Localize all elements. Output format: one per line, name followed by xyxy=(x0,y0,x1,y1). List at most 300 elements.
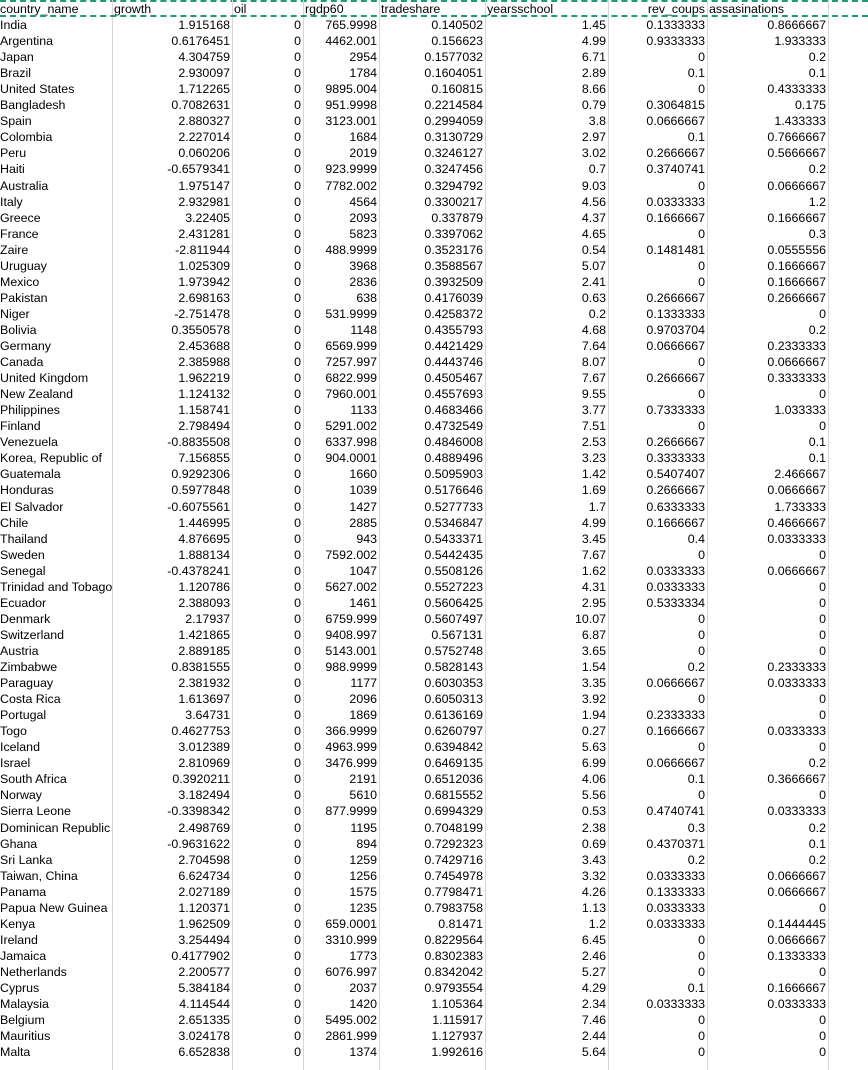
cell-growth[interactable]: 0.8381555 xyxy=(171,660,230,674)
cell-rev-coups[interactable]: 0.1 xyxy=(687,130,705,145)
cell-rgdp60[interactable]: 6759.999 xyxy=(325,611,377,626)
cell-assasinations[interactable]: 0 xyxy=(819,627,826,642)
cell-yearsschool[interactable]: 7.51 xyxy=(581,419,606,434)
cell-rev-coups[interactable]: 0.4 xyxy=(687,531,705,546)
cell-country-name[interactable]: Papua New Guinea xyxy=(0,900,108,915)
cell-growth[interactable]: 0.4627753 xyxy=(171,724,230,739)
cell-country-name[interactable]: Zimbabwe xyxy=(0,660,58,674)
cell-growth[interactable]: 2.798494 xyxy=(178,419,230,434)
cell-assasinations[interactable]: 0 xyxy=(819,964,826,979)
cell-growth[interactable]: 0.3920211 xyxy=(172,772,230,787)
cell-rev-coups[interactable]: 0.2666667 xyxy=(646,146,705,161)
cell-rgdp60[interactable]: 943 xyxy=(356,531,377,546)
cell-assasinations[interactable]: 0 xyxy=(819,1013,826,1028)
cell-country-name[interactable]: Denmark xyxy=(0,611,51,626)
cell-rev-coups[interactable]: 0.1 xyxy=(687,772,705,787)
cell-tradeshare[interactable]: 0.4732549 xyxy=(424,419,483,434)
cell-assasinations[interactable]: 0 xyxy=(819,1029,826,1044)
cell-rgdp60[interactable]: 1133 xyxy=(350,403,377,418)
cell-rgdp60[interactable]: 531.9999 xyxy=(325,306,377,321)
cell-oil[interactable]: 0 xyxy=(294,916,301,931)
cell-yearsschool[interactable]: 0.69 xyxy=(581,836,606,851)
cell-oil[interactable]: 0 xyxy=(294,788,301,803)
cell-rgdp60[interactable]: 6337.998 xyxy=(325,435,377,450)
cell-country-name[interactable]: Paraguay xyxy=(0,676,54,691)
cell-growth[interactable]: 1.712265 xyxy=(178,82,230,97)
cell-assasinations[interactable]: 0.5666667 xyxy=(767,146,826,161)
cell-rev-coups[interactable]: 0.3 xyxy=(687,820,705,835)
cell-assasinations[interactable]: 1.733333 xyxy=(774,499,826,514)
cell-rev-coups[interactable]: 0.0333333 xyxy=(646,916,705,931)
cell-assasinations[interactable]: 0 xyxy=(819,788,826,803)
cell-tradeshare[interactable]: 0.8342042 xyxy=(424,964,483,979)
cell-country-name[interactable]: Kenya xyxy=(0,916,36,931)
cell-tradeshare[interactable]: 0.156623 xyxy=(431,34,483,49)
cell-oil[interactable]: 0 xyxy=(294,643,301,658)
cell-country-name[interactable]: Sri Lanka xyxy=(0,852,53,867)
cell-yearsschool[interactable]: 2.41 xyxy=(581,274,606,289)
cell-growth[interactable]: 1.613697 xyxy=(178,692,230,707)
cell-yearsschool[interactable]: 2.46 xyxy=(581,948,606,963)
cell-rgdp60[interactable]: 9408.997 xyxy=(325,627,377,642)
cell-rev-coups[interactable]: 0.0666667 xyxy=(646,676,705,691)
cell-assasinations[interactable]: 0 xyxy=(819,1045,826,1060)
cell-yearsschool[interactable]: 10.07 xyxy=(574,611,606,626)
cell-assasinations[interactable]: 0.0666667 xyxy=(767,868,826,883)
cell-rev-coups[interactable]: 0 xyxy=(698,1013,705,1028)
cell-rgdp60[interactable]: 1773 xyxy=(349,948,377,963)
cell-growth[interactable]: 4.876695 xyxy=(178,531,230,546)
cell-rgdp60[interactable]: 1259 xyxy=(349,852,377,867)
cell-oil[interactable]: 0 xyxy=(294,547,301,562)
cell-growth[interactable]: 3.64731 xyxy=(185,708,230,723)
cell-tradeshare[interactable]: 1.992616 xyxy=(431,1045,483,1060)
cell-country-name[interactable]: Guatemala xyxy=(0,467,61,482)
cell-oil[interactable]: 0 xyxy=(294,692,301,707)
column-header-rev-coups[interactable]: rev_coups xyxy=(647,2,705,16)
cell-country-name[interactable]: Austria xyxy=(0,643,39,658)
cell-growth[interactable]: -2.811944 xyxy=(175,242,230,257)
cell-assasinations[interactable]: 0.0666667 xyxy=(767,355,826,370)
cell-rev-coups[interactable]: 0 xyxy=(698,932,705,947)
cell-rev-coups[interactable]: 0.2333333 xyxy=(646,708,705,723)
cell-country-name[interactable]: Niger xyxy=(0,306,30,321)
cell-assasinations[interactable]: 0.1 xyxy=(808,451,826,466)
cell-oil[interactable]: 0 xyxy=(294,579,301,594)
cell-oil[interactable]: 0 xyxy=(294,1045,301,1060)
cell-country-name[interactable]: Canada xyxy=(0,355,44,370)
cell-country-name[interactable]: Malaysia xyxy=(0,997,49,1012)
cell-country-name[interactable]: Pakistan xyxy=(0,290,48,305)
cell-rgdp60[interactable]: 2191 xyxy=(349,772,377,787)
cell-oil[interactable]: 0 xyxy=(294,997,301,1012)
cell-tradeshare[interactable]: 0.7983758 xyxy=(424,900,483,915)
cell-oil[interactable]: 0 xyxy=(294,1029,301,1044)
cell-country-name[interactable]: Belgium xyxy=(0,1013,45,1028)
cell-rev-coups[interactable]: 0 xyxy=(698,178,705,193)
cell-rev-coups[interactable]: 0.1666667 xyxy=(646,724,705,739)
cell-rgdp60[interactable]: 1148 xyxy=(350,322,377,337)
column-header-yearsschool[interactable]: yearsschool xyxy=(487,2,554,16)
cell-tradeshare[interactable]: 0.4557693 xyxy=(424,387,483,402)
cell-assasinations[interactable]: 0 xyxy=(819,740,826,755)
cell-tradeshare[interactable]: 0.8302383 xyxy=(424,948,483,963)
cell-yearsschool[interactable]: 6.99 xyxy=(581,756,606,771)
cell-rgdp60[interactable]: 1256 xyxy=(349,868,377,883)
cell-rev-coups[interactable]: 0.2666667 xyxy=(646,435,705,450)
cell-country-name[interactable]: Uruguay xyxy=(0,258,47,273)
cell-tradeshare[interactable]: 0.3246127 xyxy=(424,146,483,161)
cell-tradeshare[interactable]: 0.4846008 xyxy=(424,435,483,450)
cell-tradeshare[interactable]: 0.3247456 xyxy=(424,162,483,177)
cell-growth[interactable]: 7.156855 xyxy=(178,451,230,466)
cell-growth[interactable]: 2.385988 xyxy=(178,355,230,370)
cell-country-name[interactable]: Philippines xyxy=(0,403,60,418)
cell-oil[interactable]: 0 xyxy=(294,708,301,723)
cell-growth[interactable]: 2.200577 xyxy=(178,964,230,979)
cell-assasinations[interactable]: 0.0666667 xyxy=(767,483,826,498)
cell-rgdp60[interactable]: 3476.999 xyxy=(325,756,377,771)
cell-rev-coups[interactable]: 0 xyxy=(698,1045,705,1060)
cell-growth[interactable]: 0.3550578 xyxy=(171,322,230,337)
cell-country-name[interactable]: Taiwan, China xyxy=(0,868,78,883)
cell-country-name[interactable]: United Kingdom xyxy=(0,371,89,386)
cell-assasinations[interactable]: 0.1333333 xyxy=(767,948,826,963)
cell-assasinations[interactable]: 0.3666667 xyxy=(767,772,826,787)
cell-oil[interactable]: 0 xyxy=(294,194,301,209)
cell-assasinations[interactable]: 0.1666667 xyxy=(767,258,826,273)
cell-assasinations[interactable]: 0.4666667 xyxy=(767,515,826,530)
cell-oil[interactable]: 0 xyxy=(294,50,301,65)
cell-rgdp60[interactable]: 877.9999 xyxy=(325,804,377,819)
cell-tradeshare[interactable]: 0.6469135 xyxy=(424,756,483,771)
cell-assasinations[interactable]: 0.8666667 xyxy=(767,18,826,32)
cell-rev-coups[interactable]: 0 xyxy=(698,1029,705,1044)
cell-rgdp60[interactable]: 923.9999 xyxy=(325,162,377,177)
cell-yearsschool[interactable]: 4.26 xyxy=(581,884,606,899)
cell-country-name[interactable]: Switzerland xyxy=(0,627,65,642)
cell-tradeshare[interactable]: 0.4176039 xyxy=(424,290,483,305)
cell-assasinations[interactable]: 0.1 xyxy=(808,836,826,851)
cell-tradeshare[interactable]: 0.4505467 xyxy=(424,371,483,386)
cell-rgdp60[interactable]: 951.9998 xyxy=(325,98,377,113)
column-header-country-name[interactable]: country_name xyxy=(0,2,79,16)
cell-tradeshare[interactable]: 0.6394842 xyxy=(424,740,483,755)
cell-yearsschool[interactable]: 3.43 xyxy=(581,852,606,867)
cell-yearsschool[interactable]: 4.31 xyxy=(581,579,606,594)
cell-rev-coups[interactable]: 0 xyxy=(698,387,705,402)
cell-yearsschool[interactable]: 1.94 xyxy=(581,708,606,723)
cell-rev-coups[interactable]: 0.4370371 xyxy=(646,836,705,851)
cell-tradeshare[interactable]: 0.4258372 xyxy=(424,306,483,321)
cell-growth[interactable]: 2.880327 xyxy=(178,114,230,129)
cell-oil[interactable]: 0 xyxy=(294,34,301,49)
cell-rev-coups[interactable]: 0 xyxy=(698,258,705,273)
cell-oil[interactable]: 0 xyxy=(294,724,301,739)
cell-oil[interactable]: 0 xyxy=(294,435,301,450)
cell-rgdp60[interactable]: 1660 xyxy=(349,467,377,482)
cell-tradeshare[interactable]: 0.4443746 xyxy=(424,355,483,370)
cell-growth[interactable]: -2.751478 xyxy=(174,306,230,321)
cell-yearsschool[interactable]: 3.45 xyxy=(581,531,606,546)
cell-growth[interactable]: 1.158741 xyxy=(178,403,230,418)
cell-yearsschool[interactable]: 4.99 xyxy=(581,515,606,530)
cell-rgdp60[interactable]: 6822.999 xyxy=(325,371,377,386)
cell-yearsschool[interactable]: 6.71 xyxy=(581,50,606,65)
cell-tradeshare[interactable]: 0.3300217 xyxy=(424,194,483,209)
cell-country-name[interactable]: Cyprus xyxy=(0,981,40,995)
cell-assasinations[interactable]: 0.1 xyxy=(808,66,826,81)
cell-rev-coups[interactable]: 0.3333333 xyxy=(646,451,705,466)
cell-yearsschool[interactable]: 5.27 xyxy=(581,964,606,979)
cell-oil[interactable]: 0 xyxy=(294,595,301,610)
cell-yearsschool[interactable]: 4.99 xyxy=(581,34,606,49)
cell-rgdp60[interactable]: 7782.002 xyxy=(325,178,377,193)
cell-rev-coups[interactable]: 0.0333333 xyxy=(646,900,705,915)
cell-assasinations[interactable]: 0.0555556 xyxy=(767,242,826,257)
cell-rgdp60[interactable]: 9895.004 xyxy=(325,82,377,97)
cell-growth[interactable]: 2.810969 xyxy=(178,756,230,771)
cell-rgdp60[interactable]: 5610 xyxy=(349,788,377,803)
cell-oil[interactable]: 0 xyxy=(294,114,301,129)
cell-assasinations[interactable]: 0.2666667 xyxy=(767,290,826,305)
cell-tradeshare[interactable]: 0.3294792 xyxy=(424,178,483,193)
cell-country-name[interactable]: Norway xyxy=(0,788,42,803)
cell-oil[interactable]: 0 xyxy=(294,210,301,225)
cell-rgdp60[interactable]: 5143.001 xyxy=(325,643,377,658)
cell-yearsschool[interactable]: 1.13 xyxy=(581,900,606,915)
cell-tradeshare[interactable]: 0.1577032 xyxy=(424,50,483,65)
cell-assasinations[interactable]: 0 xyxy=(819,611,826,626)
cell-rev-coups[interactable]: 0.1666667 xyxy=(646,210,705,225)
cell-growth[interactable]: 1.124132 xyxy=(178,387,230,402)
cell-growth[interactable]: 2.431281 xyxy=(178,226,230,241)
cell-oil[interactable]: 0 xyxy=(294,242,301,257)
cell-growth[interactable]: -0.4378241 xyxy=(167,563,230,578)
cell-tradeshare[interactable]: 0.6260797 xyxy=(424,724,483,739)
cell-rgdp60[interactable]: 1374 xyxy=(349,1045,377,1060)
cell-tradeshare[interactable]: 0.81471 xyxy=(438,916,483,931)
cell-growth[interactable]: 2.651335 xyxy=(178,1013,230,1028)
cell-rgdp60[interactable]: 1784 xyxy=(349,66,377,81)
cell-yearsschool[interactable]: 4.29 xyxy=(581,981,606,995)
cell-country-name[interactable]: Greece xyxy=(0,210,41,225)
cell-tradeshare[interactable]: 0.4355793 xyxy=(424,322,483,337)
cell-oil[interactable]: 0 xyxy=(294,981,301,995)
cell-growth[interactable]: 3.024178 xyxy=(178,1029,230,1044)
cell-rgdp60[interactable]: 1427 xyxy=(349,499,377,514)
cell-yearsschool[interactable]: 7.46 xyxy=(581,1013,606,1028)
cell-rev-coups[interactable]: 0.2 xyxy=(687,660,705,674)
cell-rgdp60[interactable]: 894 xyxy=(356,836,377,851)
cell-rgdp60[interactable]: 5823 xyxy=(349,226,377,241)
cell-rgdp60[interactable]: 7960.001 xyxy=(325,387,377,402)
cell-rgdp60[interactable]: 1195 xyxy=(350,820,377,835)
cell-country-name[interactable]: Togo xyxy=(0,724,27,739)
cell-tradeshare[interactable]: 0.6050313 xyxy=(424,692,483,707)
cell-assasinations[interactable]: 0.0333333 xyxy=(767,804,826,819)
cell-tradeshare[interactable]: 0.9793554 xyxy=(424,981,483,995)
cell-growth[interactable]: 0.6176451 xyxy=(171,34,230,49)
cell-tradeshare[interactable]: 0.7798471 xyxy=(424,884,483,899)
cell-assasinations[interactable]: 0 xyxy=(819,900,826,915)
cell-assasinations[interactable]: 0 xyxy=(819,643,826,658)
cell-rgdp60[interactable]: 1575 xyxy=(349,884,377,899)
cell-yearsschool[interactable]: 2.95 xyxy=(581,595,606,610)
cell-rev-coups[interactable]: 0.1333333 xyxy=(646,306,705,321)
cell-assasinations[interactable]: 0.4333333 xyxy=(767,82,826,97)
cell-rev-coups[interactable]: 0.6333333 xyxy=(646,499,705,514)
cell-tradeshare[interactable]: 0.6136169 xyxy=(424,708,483,723)
cell-rev-coups[interactable]: 0.0333333 xyxy=(646,579,705,594)
cell-yearsschool[interactable]: 1.45 xyxy=(581,18,606,32)
cell-oil[interactable]: 0 xyxy=(294,467,301,482)
cell-growth[interactable]: 1.973942 xyxy=(178,274,230,289)
cell-tradeshare[interactable]: 0.140502 xyxy=(431,18,483,32)
cell-assasinations[interactable]: 1.933333 xyxy=(774,34,826,49)
cell-tradeshare[interactable]: 0.160815 xyxy=(431,82,483,97)
cell-country-name[interactable]: Mexico xyxy=(0,274,40,289)
cell-assasinations[interactable]: 0.0666667 xyxy=(767,884,826,899)
cell-country-name[interactable]: Senegal xyxy=(0,563,46,578)
cell-yearsschool[interactable]: 7.67 xyxy=(581,371,606,386)
cell-yearsschool[interactable]: 1.62 xyxy=(581,563,606,578)
column-header-growth[interactable]: growth xyxy=(114,2,152,16)
cell-assasinations[interactable]: 0.0666667 xyxy=(767,563,826,578)
cell-yearsschool[interactable]: 0.27 xyxy=(581,724,606,739)
cell-growth[interactable]: 6.652838 xyxy=(178,1045,230,1060)
cell-assasinations[interactable]: 0.0333333 xyxy=(767,531,826,546)
cell-rgdp60[interactable]: 1420 xyxy=(349,997,377,1012)
cell-assasinations[interactable]: 0 xyxy=(819,387,826,402)
cell-country-name[interactable]: United States xyxy=(0,82,75,97)
cell-country-name[interactable]: Ghana xyxy=(0,836,38,851)
cell-growth[interactable]: 2.698163 xyxy=(178,290,230,305)
cell-rev-coups[interactable]: 0 xyxy=(698,643,705,658)
cell-assasinations[interactable]: 0.0666667 xyxy=(767,932,826,947)
cell-rgdp60[interactable]: 638 xyxy=(356,290,377,305)
cell-oil[interactable]: 0 xyxy=(294,964,301,979)
cell-growth[interactable]: 2.889185 xyxy=(178,643,230,658)
cell-rev-coups[interactable]: 0 xyxy=(698,627,705,642)
cell-tradeshare[interactable]: 0.5508126 xyxy=(424,563,483,578)
cell-assasinations[interactable]: 0.1666667 xyxy=(767,210,826,225)
cell-rgdp60[interactable]: 6569.999 xyxy=(325,339,377,353)
cell-rev-coups[interactable]: 0.0666667 xyxy=(646,339,705,353)
cell-yearsschool[interactable]: 4.56 xyxy=(581,194,606,209)
cell-rgdp60[interactable]: 1235 xyxy=(349,900,377,915)
cell-oil[interactable]: 0 xyxy=(294,306,301,321)
cell-tradeshare[interactable]: 0.1604051 xyxy=(424,66,483,81)
cell-rgdp60[interactable]: 366.9999 xyxy=(325,724,377,739)
cell-rev-coups[interactable]: 0.9333333 xyxy=(646,34,705,49)
cell-yearsschool[interactable]: 2.44 xyxy=(581,1029,606,1044)
cell-growth[interactable]: 0.5977848 xyxy=(171,483,230,498)
cell-rgdp60[interactable]: 2019 xyxy=(349,146,377,161)
cell-tradeshare[interactable]: 0.3588567 xyxy=(424,258,483,273)
cell-assasinations[interactable]: 0.2 xyxy=(808,756,826,771)
cell-rev-coups[interactable]: 0 xyxy=(698,547,705,562)
cell-country-name[interactable]: Bolivia xyxy=(0,322,37,337)
cell-yearsschool[interactable]: 5.63 xyxy=(581,740,606,755)
cell-rev-coups[interactable]: 0.0333333 xyxy=(646,997,705,1012)
cell-oil[interactable]: 0 xyxy=(294,274,301,289)
cell-yearsschool[interactable]: 0.79 xyxy=(581,98,606,113)
cell-rgdp60[interactable]: 3123.001 xyxy=(325,114,377,129)
cell-growth[interactable]: -0.6579341 xyxy=(167,162,230,177)
cell-yearsschool[interactable]: 4.68 xyxy=(581,322,606,337)
cell-growth[interactable]: 1.962509 xyxy=(178,916,230,931)
cell-oil[interactable]: 0 xyxy=(294,563,301,578)
cell-assasinations[interactable]: 0.1 xyxy=(808,435,826,450)
cell-rgdp60[interactable]: 4963.999 xyxy=(325,740,377,755)
cell-country-name[interactable]: Dominican Republic xyxy=(0,820,111,835)
cell-rev-coups[interactable]: 0 xyxy=(698,82,705,97)
cell-rgdp60[interactable]: 2093 xyxy=(349,210,377,225)
cell-tradeshare[interactable]: 0.3397062 xyxy=(424,226,483,241)
cell-growth[interactable]: -0.6075561 xyxy=(167,499,230,514)
cell-growth[interactable]: 3.22405 xyxy=(185,210,230,225)
cell-yearsschool[interactable]: 8.07 xyxy=(581,355,606,370)
cell-rgdp60[interactable]: 3310.999 xyxy=(325,932,377,947)
cell-yearsschool[interactable]: 0.2 xyxy=(588,306,606,321)
cell-assasinations[interactable]: 0.2 xyxy=(808,322,826,337)
cell-rev-coups[interactable]: 0 xyxy=(698,692,705,707)
cell-country-name[interactable]: Honduras xyxy=(0,483,54,498)
cell-growth[interactable]: -0.3398342 xyxy=(167,804,230,819)
cell-tradeshare[interactable]: 0.337879 xyxy=(431,210,483,225)
cell-rgdp60[interactable]: 3968 xyxy=(349,258,377,273)
cell-yearsschool[interactable]: 1.54 xyxy=(581,660,606,674)
cell-growth[interactable]: 0.4177902 xyxy=(171,948,230,963)
cell-rev-coups[interactable]: 0.0666667 xyxy=(646,114,705,129)
cell-country-name[interactable]: Brazil xyxy=(0,66,31,81)
cell-rgdp60[interactable]: 1039 xyxy=(349,483,377,498)
cell-oil[interactable]: 0 xyxy=(294,258,301,273)
cell-yearsschool[interactable]: 3.02 xyxy=(581,146,606,161)
cell-country-name[interactable]: Israel xyxy=(0,756,31,771)
cell-rev-coups[interactable]: 0.4740741 xyxy=(646,804,705,819)
cell-yearsschool[interactable]: 4.06 xyxy=(581,772,606,787)
cell-yearsschool[interactable]: 0.54 xyxy=(581,242,606,257)
cell-growth[interactable]: 2.381932 xyxy=(178,676,230,691)
cell-assasinations[interactable]: 0 xyxy=(819,579,826,594)
cell-yearsschool[interactable]: 2.38 xyxy=(581,820,606,835)
cell-rev-coups[interactable]: 0.3740741 xyxy=(646,162,705,177)
cell-oil[interactable]: 0 xyxy=(294,290,301,305)
cell-growth[interactable]: 1.120371 xyxy=(178,900,230,915)
column-header-assasinations[interactable]: assasinations xyxy=(709,2,785,16)
cell-growth[interactable]: 1.421865 xyxy=(178,627,230,642)
cell-rgdp60[interactable]: 1461 xyxy=(349,595,377,610)
cell-oil[interactable]: 0 xyxy=(294,178,301,193)
cell-assasinations[interactable]: 0 xyxy=(819,306,826,321)
cell-country-name[interactable]: Korea, Republic of xyxy=(0,451,102,466)
cell-rev-coups[interactable]: 0.0666667 xyxy=(646,756,705,771)
cell-rev-coups[interactable]: 0.5407407 xyxy=(646,467,705,482)
cell-yearsschool[interactable]: 8.66 xyxy=(581,82,606,97)
cell-rgdp60[interactable]: 659.0001 xyxy=(325,916,377,931)
cell-country-name[interactable]: Costa Rica xyxy=(0,692,61,707)
cell-tradeshare[interactable]: 0.6512036 xyxy=(424,772,483,787)
cell-yearsschool[interactable]: 4.65 xyxy=(581,226,606,241)
cell-yearsschool[interactable]: 9.55 xyxy=(581,387,606,402)
cell-assasinations[interactable]: 0.0333333 xyxy=(767,997,826,1012)
cell-country-name[interactable]: Ecuador xyxy=(0,595,47,610)
cell-tradeshare[interactable]: 0.7048199 xyxy=(424,820,483,835)
cell-growth[interactable]: 1.446995 xyxy=(178,515,230,530)
cell-tradeshare[interactable]: 0.6994329 xyxy=(424,804,483,819)
